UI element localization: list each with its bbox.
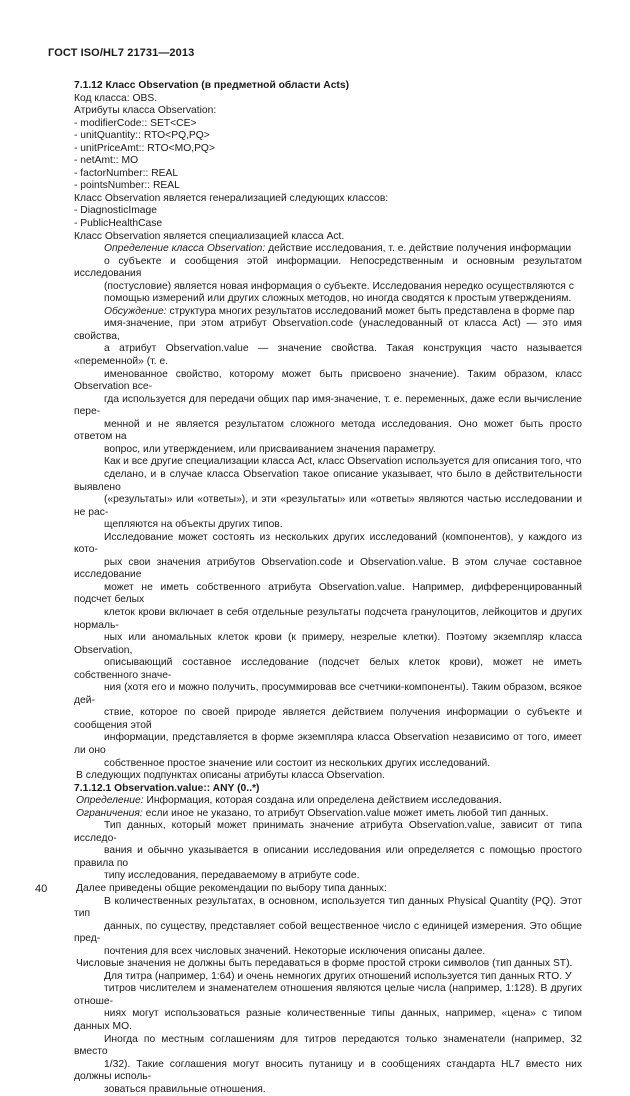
recommendations-intro: Далее приведены общие рекомендации по выбору типа данных:: [76, 883, 387, 894]
quantitative-paragraph: В количественных результатах, в основном, используется тип данных Physical Quantity (PQ). Этот тип данных, по существу, представляет собой вещественное число с единицей измерения. Это общие пред- почтения для всех числовых значений. Некоторые исключения описаны далее.: [74, 895, 582, 957]
attribute-item: - unitPriceAmt:: RTO<MO,PQ>: [74, 142, 215, 154]
specialization-text: Класс Observation является специализацией класса Act.: [74, 230, 345, 242]
subsection-title: 7.1.12.1 Observation.value:: ANY (0..*): [74, 782, 260, 794]
local-conventions-paragraph: Иногда по местным соглашениям для титров передаются только знаменатели (например, 32 вместо 1/32). Такие соглашения могут вносить путаницу и в сообщениях стандарта HL7 вместо них должны исполь- зоваться правильные отношения.: [74, 1033, 582, 1095]
generalization-text: Класс Observation является генерализацией следующих классов:: [74, 192, 389, 204]
subpoints-intro: В следующих подпунктах описаны атрибуты класса Observation.: [76, 770, 385, 782]
titer-paragraph: Для титра (например, 1:64) и очень немногих других отношений используется тип данных RTO. У титров числителем и знаменателем отношения являются целые числа (например, 1:128). В других отноше- ниях могут использоваться разные количественные типы данных, например, «цена» с типом данных MO.: [74, 970, 582, 1033]
subclass-item: - PublicHealthCase: [74, 218, 163, 230]
numeric-strings-text: Числовые значения не должны быть передаваться в форме простой строки символов (тип данных ST).: [76, 958, 573, 970]
discussion-paragraph: Обсуждение: структура многих результатов исследований может быть представлена в форме пар имя-значение, при этом атрибут Observation.code (унаследованный от класса Act) — это имя свойства, а атрибут Observation.value — значение свойства. Такая конструкция часто называется «переменной» (т. е. именованное свойство, которому может быть присвоено значение). Таким образом, класс Observation все- гда используется для передачи общих пар имя-значение, т. е. переменных, даже если вычисление пере- менной и не является результатом сложного метода исследования. Оно может быть просто ответом на вопрос, или утверждением, или присваиванием значения параметру.: [74, 305, 582, 455]
attribute-item: - modifierCode:: SET<CE>: [74, 117, 197, 129]
attribute-item: - pointsNumber:: REAL: [74, 180, 180, 192]
composite-paragraph: Исследование может состоять из нескольких других исследований (компонентов), у каждого из кото- рых свои значения атрибутов Observation.code и Observation.value. В этом случае составное исследование может не иметь собственного атрибута Observation.value. Например, дифференцированный подсчет белых клеток крови включает в себя отдельные результаты подсчета гранулоцитов, лейкоцитов и других нормаль- ных или аномальных клеток крови (к примеру, незрелые клетки). Поэтому экземпляр класса Observation, описывающий составное исследование (подсчет белых клеток крови), может не иметь собственного значе- ния (хотя его и можно получить, просуммировав все счетчики-компоненты). Таким образом, всякое дей- ствие, которое по своей природе является действием получения информации о субъекте и сообщения этой информации, представляется в форме экземпляра класса Observation независимо от того, имеет ли оно собственное простое значение или состоит из нескольких других исследований.: [74, 531, 582, 769]
subclass-item: - DiagnosticImage: [74, 205, 157, 217]
attributes-label: Атрибуты класса Observation:: [74, 105, 217, 117]
page-number: 40: [35, 883, 48, 895]
definition-paragraph: Определение класса Observation: действие исследования, т. е. действие получения информации о субъекте и сообщения этой информации. Непосредственным и основным результатом исследования (постусловие) является новая информация о субъекте. Исследования нередко осуществляются с помощью измерений или других сложных методов, но иногда сводятся к простым утверждениям.: [74, 243, 582, 305]
document-body: [74, 80, 582, 1096]
attribute-item: - unitQuantity:: RTO<PQ,PQ>: [74, 130, 210, 142]
standard-header: ГОСТ ISO/HL7 21731—2013: [48, 47, 195, 59]
sub-definition: Определение: Информация, которая создана или определена действием исследования.: [76, 795, 502, 807]
class-code: Код класса: OBS.: [74, 92, 158, 104]
section-title: 7.1.12 Класс Observation (в предметной области Acts): [74, 80, 350, 91]
attribute-item: - netAmt:: MO: [74, 155, 139, 167]
like-other-paragraph: Как и все другие специализации класса Act, класс Observation используется для описания того, что сделано, и в случае класса Observation такое описание указывает, что было в действительности выявлено («результаты» или «ответы»), и эти «результаты» или «ответы» являются частью исследовании и не рас- щепляются на объекты других типов.: [74, 456, 582, 531]
attribute-item: - factorNumber:: REAL: [74, 167, 179, 179]
data-type-paragraph: Тип данных, который может принимать значение атрибута Observation.value, зависит от типа исследо- вания и обычно указывается в описании исследования или определяется с помощью простого правила по типу исследования, передаваемому в атрибуте code.: [74, 820, 582, 882]
sub-limits: Ограничения: если иное не указано, то атрибут Observation.value может иметь любой тип данных.: [76, 807, 549, 819]
